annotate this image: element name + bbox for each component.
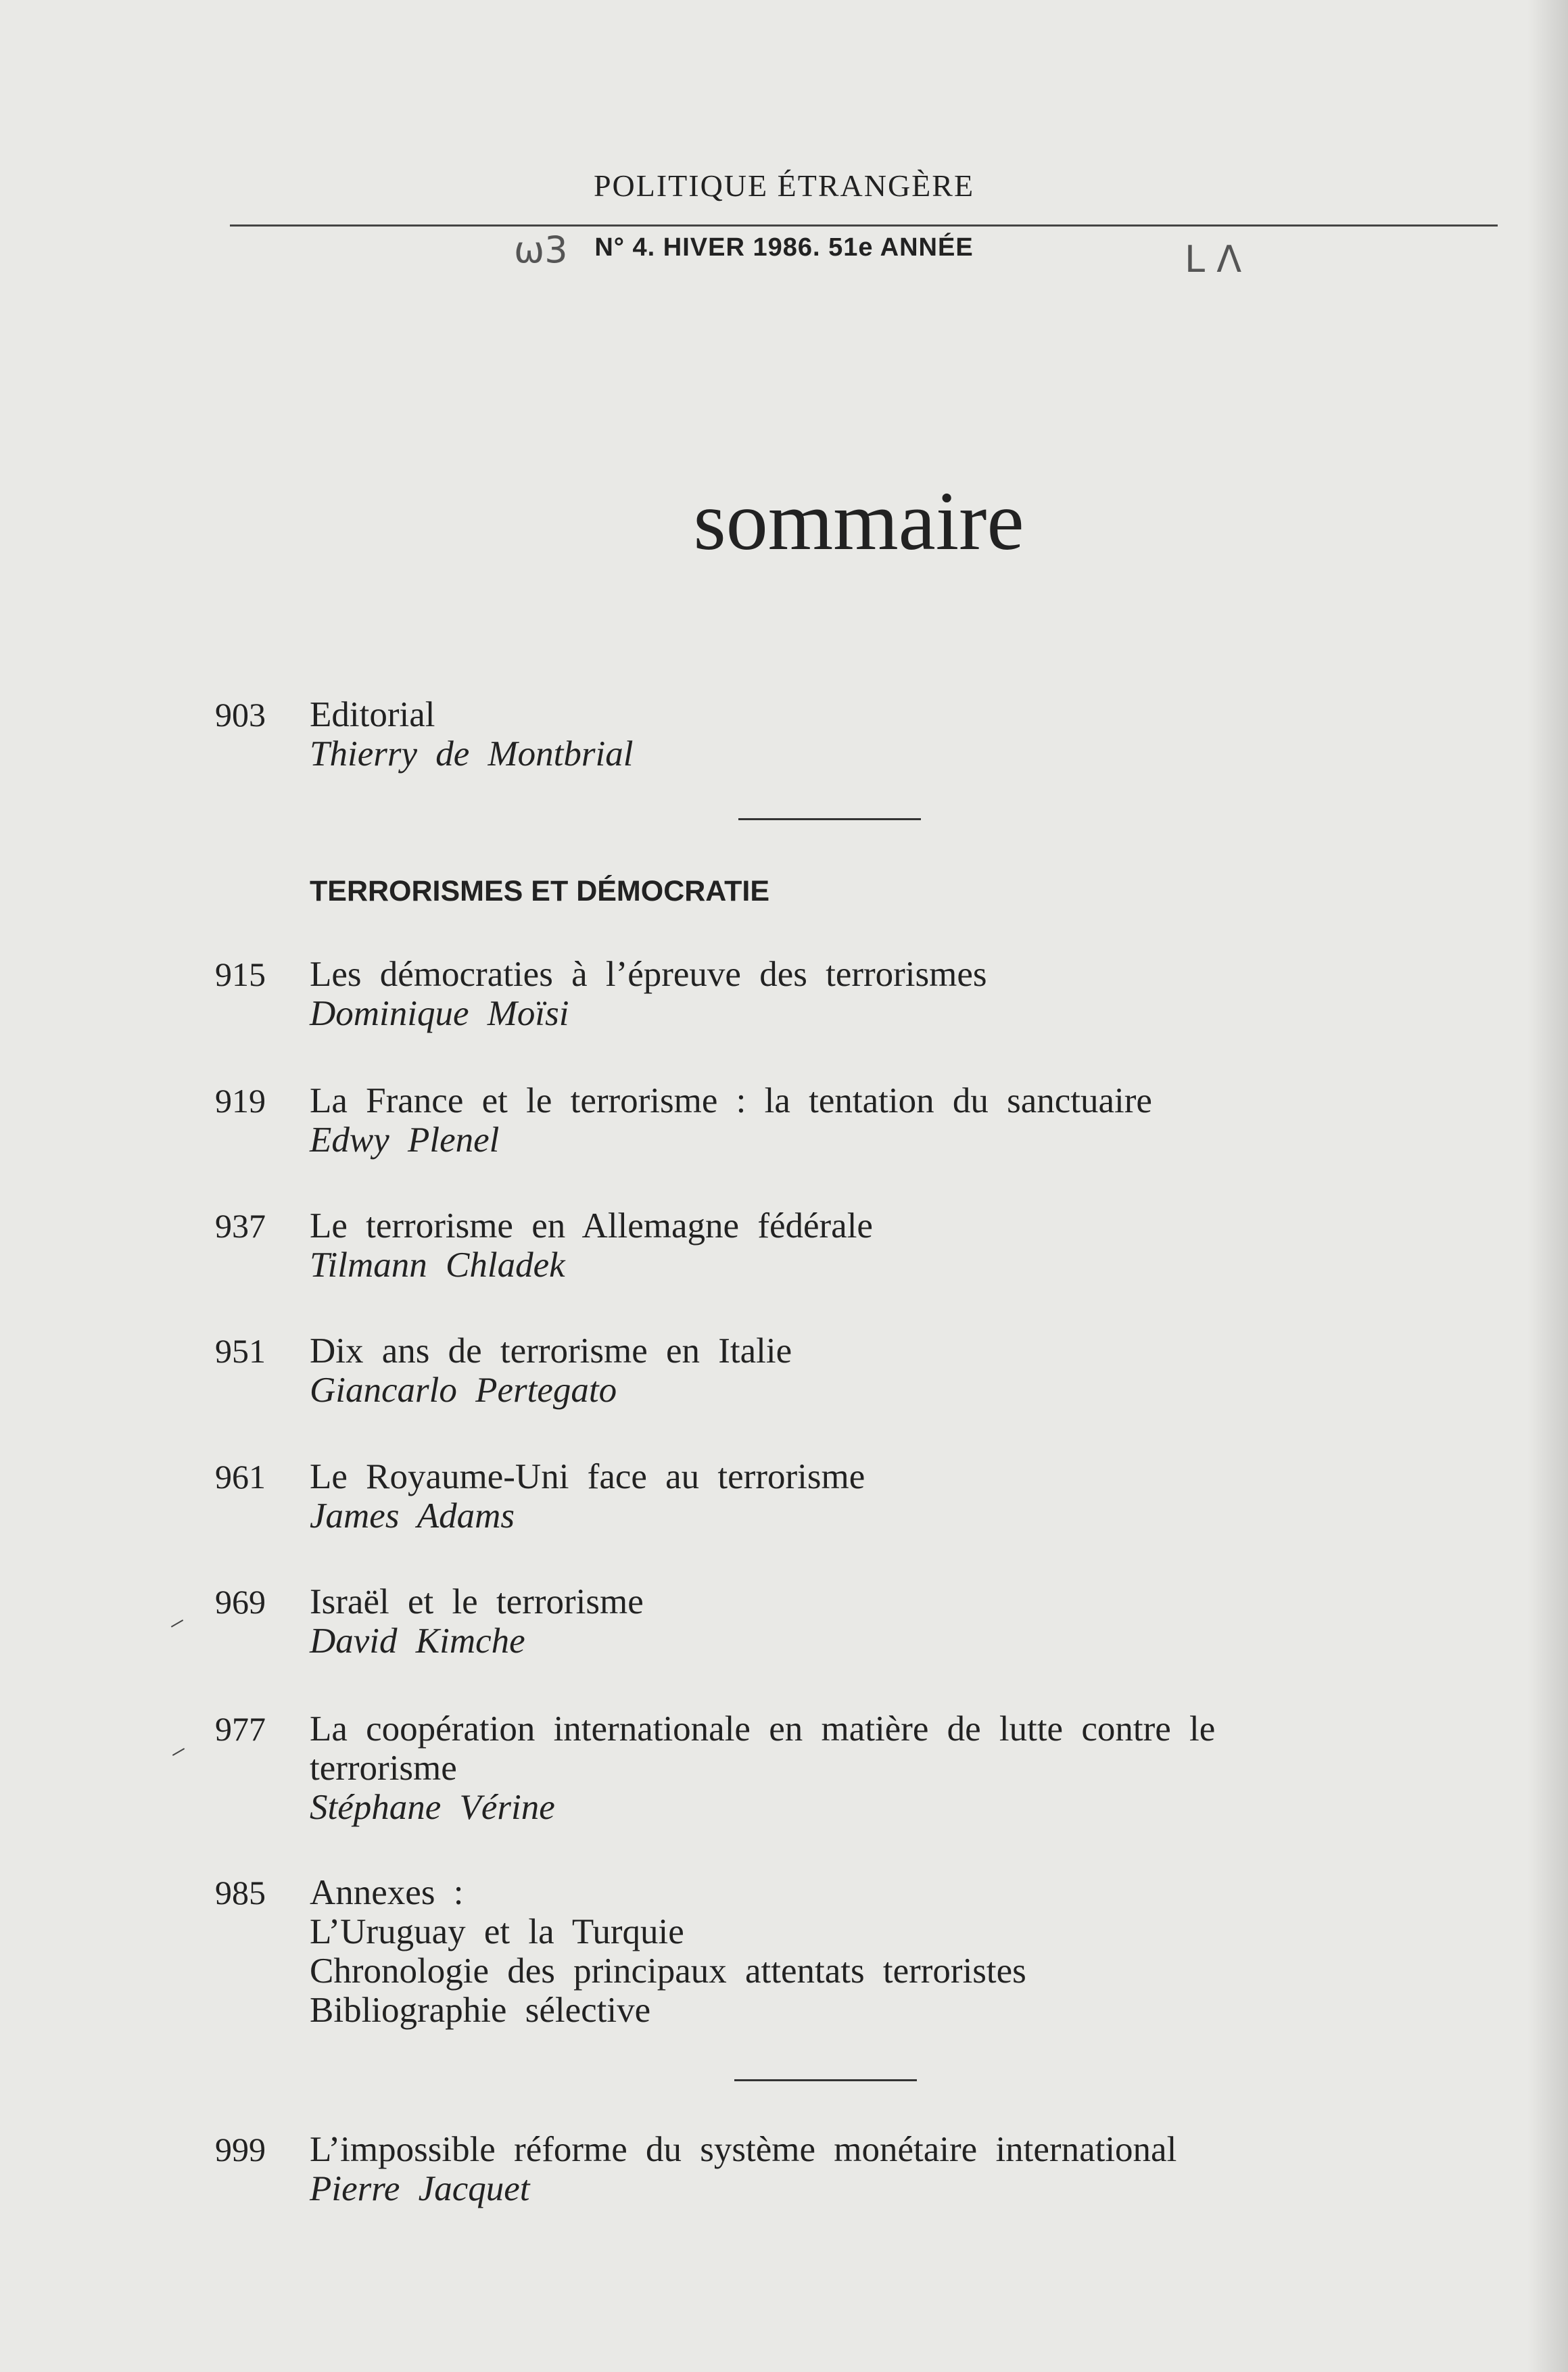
journal-title: POLITIQUE ÉTRANGÈRE [593,168,975,203]
toc-title: La coopération internationale en matière de lutte contre le [310,1709,1216,1749]
toc-author: Dominique Moïsi [310,994,569,1033]
toc-author: Giancarlo Pertegato [310,1371,617,1410]
toc-title: La France et le terrorisme : la tentation du sanctuaire [310,1081,1152,1120]
toc-page-number: 977 [215,1710,266,1748]
header-rule [230,224,1498,227]
page-heading: sommaire [693,475,1024,567]
toc-page-number: 985 [215,1874,266,1912]
toc-title: Editorial [310,695,435,734]
pencil-tick-mark [171,1619,183,1628]
toc-title: Le terrorisme en Allemagne fédérale [310,1206,873,1246]
toc-page-number: 903 [215,696,266,734]
toc-author: James Adams [310,1496,515,1536]
toc-title: Israël et le terrorisme [310,1582,644,1621]
toc-title: Les démocraties à l’épreuve des terrorismes [310,955,987,994]
toc-author: Thierry de Montbrial [310,734,634,774]
toc-page-number: 951 [215,1332,266,1370]
toc-author: Pierre Jacquet [310,2169,530,2208]
pencil-tick-mark [172,1748,185,1756]
toc-title: L’impossible réforme du système monétaire international [310,2130,1177,2169]
toc-title: Annexes : [310,1873,464,1912]
toc-page-number: 915 [215,955,266,993]
toc-author: Tilmann Chladek [310,1246,565,1285]
section-divider [734,2079,917,2081]
section-divider [738,818,921,820]
annex-item: Chronologie des principaux attentats terroristes [310,1951,1026,1991]
toc-author: David Kimche [310,1621,525,1661]
toc-page-number: 969 [215,1583,266,1621]
annex-item: Bibliographie sélective [310,1991,651,2030]
toc-title: Dix ans de terrorisme en Italie [310,1331,792,1371]
toc-page-number: 937 [215,1207,266,1245]
toc-page-number: 961 [215,1458,266,1496]
page-edge-shadow [1527,0,1568,2372]
issue-line: N° 4. HIVER 1986. 51e ANNÉE [594,233,974,262]
toc-title: Le Royaume-Uni face au terrorisme [310,1457,865,1496]
handwritten-note-left: ω3 [514,229,568,271]
toc-author: Edwy Plenel [310,1120,500,1160]
annex-item: L’Uruguay et la Turquie [310,1912,684,1951]
toc-title-continued: terrorisme [310,1749,457,1788]
toc-page-number: 919 [215,1082,266,1120]
handwritten-note-right: L Λ [1185,238,1242,281]
toc-author: Stéphane Vérine [310,1788,555,1827]
toc-page-number: 999 [215,2131,266,2168]
section-heading: TERRORISMES ET DÉMOCRATIE [310,875,770,907]
